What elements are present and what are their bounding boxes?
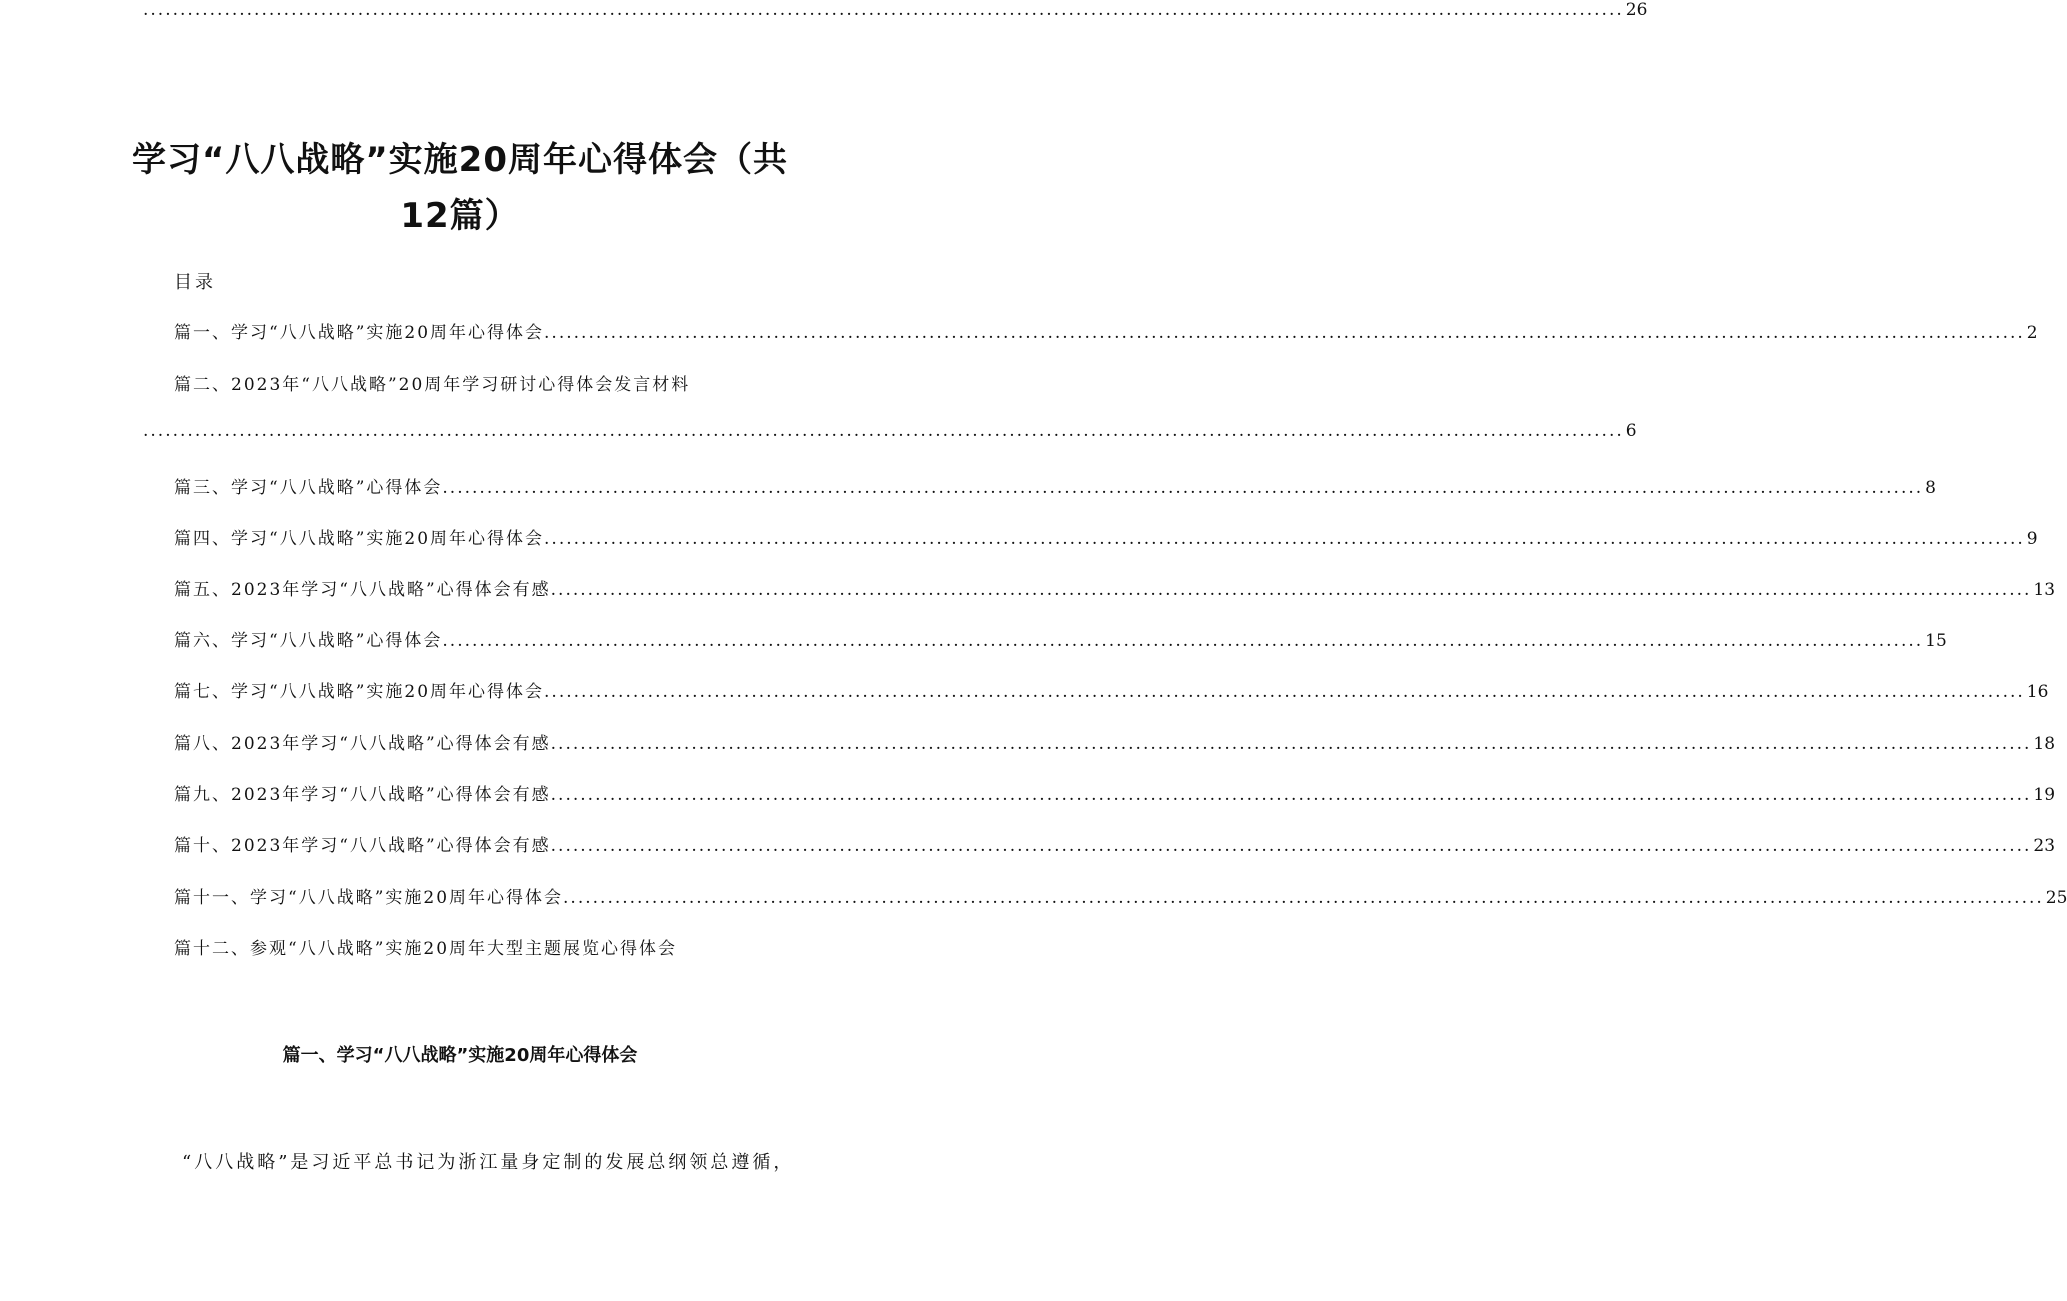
toc-heading: 目录 [174,272,216,293]
toc-page-number: 26 [1625,0,1648,20]
toc-page-number: 23 [2033,836,2056,856]
toc-entry[interactable] [174,524,2038,554]
title-line-2: 12篇） [400,196,520,236]
toc-dot-leader: ........................................................................................................................................................................................................ [550,734,2032,754]
toc-entry[interactable] [174,883,2067,913]
toc-page-number: 18 [2033,734,2056,754]
toc-entry-leader[interactable] [143,421,1637,451]
toc-dot-leader: ........................................................................................................................................................................................................ [544,323,2025,343]
toc-entry-label: 篇十一、学习“八八战略”实施20周年心得体会 [174,888,564,908]
toc-entry-label: 篇九、2023年学习“八八战略”心得体会有感 [174,785,551,805]
toc-dot-leader: ........................................................................................................................................................................................................ [442,478,1924,498]
body-paragraph: “八八战略”是习近平总书记为浙江量身定制的发展总纲领总遵循， [182,1152,795,1173]
toc-page-number: 19 [2033,785,2056,805]
toc-dot-leader: ........................................................................................................................................................................................................ [550,836,2032,856]
toc-page-number: 9 [2026,529,2038,549]
toc-page-number: 25 [2045,888,2067,908]
section-heading: 篇一、学习“八八战略”实施20周年心得体会 [282,1045,638,1066]
toc-page-number: 6 [1625,421,1637,441]
toc-dot-leader: ........................................................................................................................................................................................................ [550,785,2032,805]
toc-entry-label: 篇三、学习“八八战略”心得体会 [174,478,443,498]
toc-dot-leader: ........................................................................................................................................................................................................ [563,888,2044,908]
toc-entry-label: 篇七、学习“八八战略”实施20周年心得体会 [174,682,545,702]
toc-entry-label[interactable]: 篇二、2023年“八八战略”20周年学习研讨心得体会发言材料 [174,375,691,395]
toc-entry[interactable] [174,780,2056,810]
toc-page-number: 2 [2026,323,2038,343]
toc-dot-leader: ........................................................................................................................................................................................................ [550,580,2032,600]
toc-entry-label: 篇一、学习“八八战略”实施20周年心得体会 [174,323,545,343]
toc-page-number: 8 [1925,478,1936,498]
toc-entry-label: 篇十、2023年学习“八八战略”心得体会有感 [174,836,551,856]
toc-entry-label: 篇四、学习“八八战略”实施20周年心得体会 [174,529,545,549]
toc-dot-leader: ........................................................................................................................................................................................................ [143,421,1624,441]
toc-entry-label: 篇六、学习“八八战略”心得体会 [174,631,443,651]
title-line-1: 学习“八八战略”实施20周年心得体会（共 [131,140,788,180]
toc-entry[interactable] [174,677,2049,707]
toc-entry[interactable] [174,626,1947,656]
toc-page-number: 15 [1925,631,1947,651]
toc-entry[interactable] [174,729,2056,759]
toc-dot-leader: ........................................................................................................................................................................................................ [143,0,1624,20]
document-title [120,132,800,244]
toc-entry-label[interactable]: 篇十二、参观“八八战略”实施20周年大型主题展览心得体会 [174,939,678,959]
toc-page-number: 13 [2033,580,2056,600]
toc-dot-leader: ........................................................................................................................................................................................................ [544,682,2025,702]
toc-entry[interactable] [174,473,1936,503]
toc-entry-label: 篇五、2023年学习“八八战略”心得体会有感 [174,580,551,600]
toc-dot-leader: ........................................................................................................................................................................................................ [544,529,2025,549]
toc-entry[interactable] [174,831,2056,861]
toc-page-number: 16 [2026,682,2049,702]
toc-dot-leader: ........................................................................................................................................................................................................ [442,631,1924,651]
toc-entry-label: 篇八、2023年学习“八八战略”心得体会有感 [174,734,551,754]
toc-entry-leader[interactable] [143,0,1648,30]
toc-entry[interactable] [174,318,2038,348]
toc-entry[interactable] [174,575,2056,605]
